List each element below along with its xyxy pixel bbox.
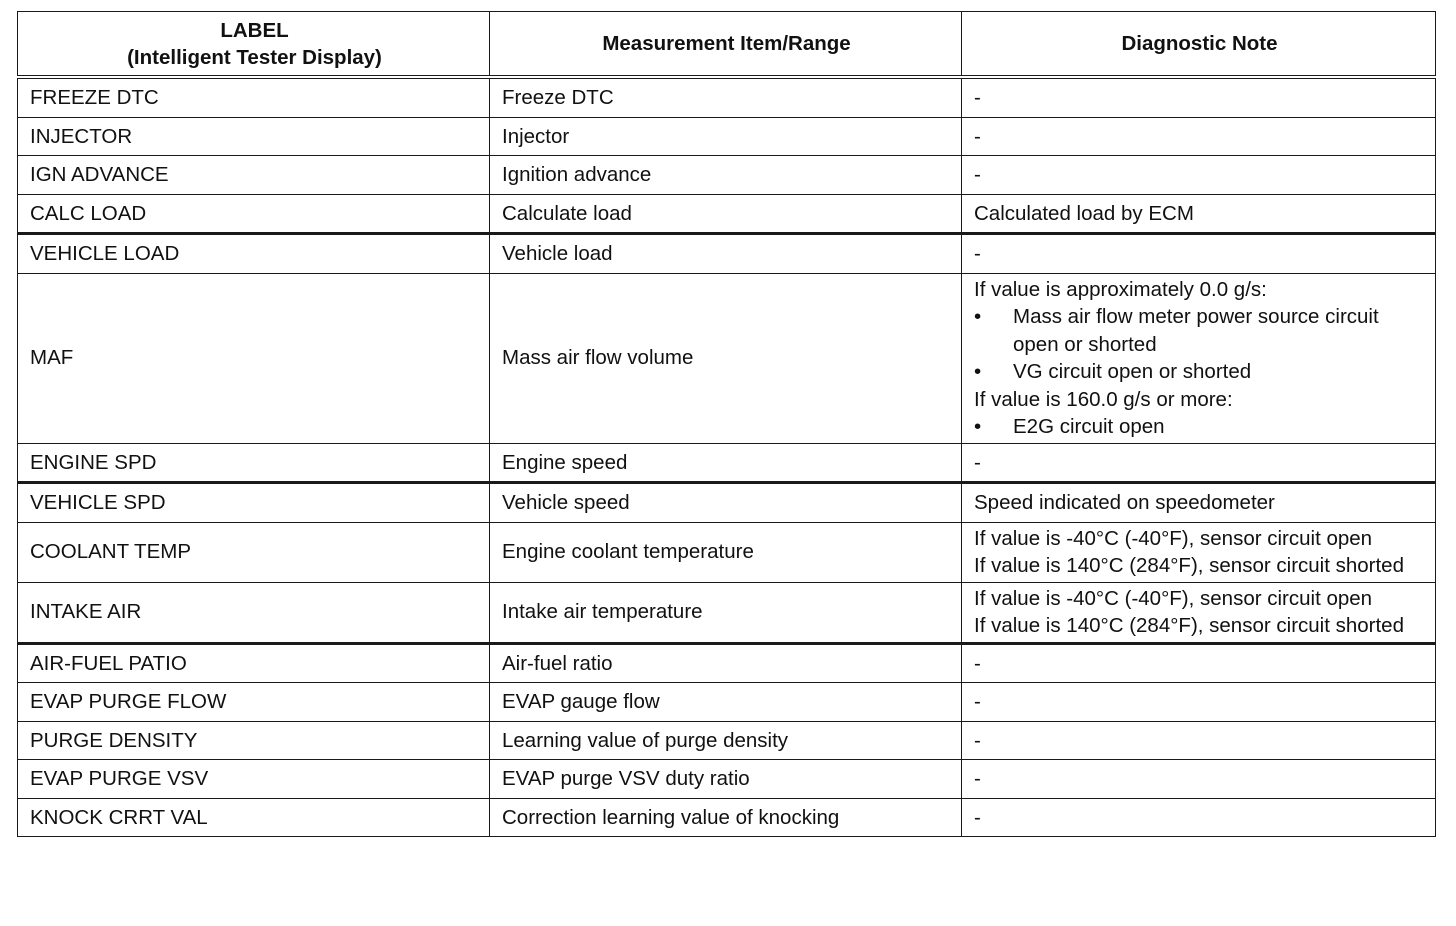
note-bullet-text: Mass air flow meter power source circuit open or shorted [1013, 305, 1379, 356]
row-diagnostic-note [962, 77, 1436, 117]
header-label-line1: LABEL [220, 18, 289, 42]
row-measurement-item: EVAP gauge flow [490, 683, 962, 722]
row-measurement-item: Ignition advance [490, 156, 962, 195]
note-line: - [974, 767, 981, 790]
row-diagnostic-note [962, 194, 1436, 234]
note-line: - [974, 450, 981, 474]
note-line: - [974, 163, 981, 186]
row-diagnostic-note [962, 683, 1436, 722]
row-label: IGN ADVANCE [18, 156, 490, 195]
table-row [18, 156, 1436, 195]
row-diagnostic-note [962, 483, 1436, 523]
note-bullet-text: VG circuit open or shorted [1013, 360, 1252, 383]
note-line: Speed indicated on speedometer [974, 491, 1275, 514]
row-label: INTAKE AIR [18, 582, 490, 643]
table-header [18, 12, 1436, 78]
note-line: - [974, 242, 981, 265]
row-label: MAF [18, 273, 490, 443]
row-label: ENGINE SPD [18, 443, 490, 483]
row-measurement-item: Mass air flow volume [490, 273, 962, 443]
bullet-icon: • [974, 415, 982, 438]
note-line: If value is approximately 0.0 g/s: [974, 277, 1267, 301]
row-measurement-item: Vehicle load [490, 234, 962, 274]
bullet-icon: • [974, 360, 982, 383]
row-measurement-item: Correction learning value of knocking [490, 798, 962, 837]
table-row [18, 643, 1436, 683]
table-row [18, 117, 1436, 156]
row-diagnostic-note [962, 234, 1436, 274]
note-line: Calculated load by ECM [974, 201, 1194, 225]
table-row [18, 194, 1436, 234]
note-bullet-item [974, 358, 1425, 386]
note-line: If value is 140°C (284°F), sensor circuit shorted [974, 614, 1404, 637]
header-label [18, 12, 490, 78]
table-row [18, 798, 1436, 837]
row-measurement-item: Freeze DTC [490, 77, 962, 117]
row-diagnostic-note [962, 798, 1436, 837]
row-measurement-item: Air-fuel ratio [490, 643, 962, 683]
table-row [18, 522, 1436, 582]
table-row [18, 683, 1436, 722]
row-diagnostic-note [962, 273, 1436, 443]
row-diagnostic-note [962, 643, 1436, 683]
note-bullet-item [974, 303, 1425, 358]
row-label: AIR-FUEL PATIO [18, 643, 490, 683]
note-bullet-item [974, 413, 1425, 441]
row-measurement-item: Intake air temperature [490, 582, 962, 643]
row-measurement-item: Injector [490, 117, 962, 156]
header-measurement-item: Measurement Item/Range [490, 12, 962, 78]
row-measurement-item: Engine coolant temperature [490, 522, 962, 582]
note-line: If value is -40°C (-40°F), sensor circuit open [974, 586, 1373, 610]
row-label: INJECTOR [18, 117, 490, 156]
table-row [18, 483, 1436, 523]
note-bullet-text: E2G circuit open [1013, 415, 1165, 438]
row-label: PURGE DENSITY [18, 721, 490, 760]
row-label: VEHICLE LOAD [18, 234, 490, 274]
note-line: - [974, 651, 981, 675]
table-row [18, 77, 1436, 117]
table-row [18, 443, 1436, 483]
row-label: EVAP PURGE VSV [18, 760, 490, 799]
data-list-table [17, 11, 1436, 837]
row-measurement-item: Learning value of purge density [490, 721, 962, 760]
note-line: If value is 140°C (284°F), sensor circuit shorted [974, 554, 1404, 577]
row-measurement-item: Engine speed [490, 443, 962, 483]
row-measurement-item: Calculate load [490, 194, 962, 234]
table-row [18, 582, 1436, 643]
row-diagnostic-note [962, 443, 1436, 483]
row-diagnostic-note [962, 117, 1436, 156]
row-measurement-item: Vehicle speed [490, 483, 962, 523]
row-label: COOLANT TEMP [18, 522, 490, 582]
note-line: - [974, 805, 981, 829]
note-line: - [974, 124, 981, 148]
row-measurement-item: EVAP purge VSV duty ratio [490, 760, 962, 799]
row-diagnostic-note [962, 582, 1436, 643]
note-line: - [974, 690, 981, 713]
header-diagnostic-note: Diagnostic Note [962, 12, 1436, 78]
note-line: - [974, 86, 981, 109]
header-row [18, 12, 1436, 78]
note-line: - [974, 728, 981, 752]
row-diagnostic-note [962, 760, 1436, 799]
header-label-line2: (Intelligent Tester Display) [127, 45, 382, 69]
bullet-icon: • [974, 305, 982, 328]
note-line: If value is 160.0 g/s or more: [974, 387, 1233, 411]
row-diagnostic-note [962, 721, 1436, 760]
row-label: KNOCK CRRT VAL [18, 798, 490, 837]
table-row [18, 234, 1436, 274]
row-label: EVAP PURGE FLOW [18, 683, 490, 722]
table-row [18, 760, 1436, 799]
table-body [18, 77, 1436, 837]
row-diagnostic-note [962, 522, 1436, 582]
row-label: CALC LOAD [18, 194, 490, 234]
note-line: If value is -40°C (-40°F), sensor circuit open [974, 526, 1373, 550]
row-label: FREEZE DTC [18, 77, 490, 117]
table-row [18, 721, 1436, 760]
row-label: VEHICLE SPD [18, 483, 490, 523]
data-list-table-container [17, 11, 1435, 837]
table-row [18, 273, 1436, 443]
row-diagnostic-note [962, 156, 1436, 195]
